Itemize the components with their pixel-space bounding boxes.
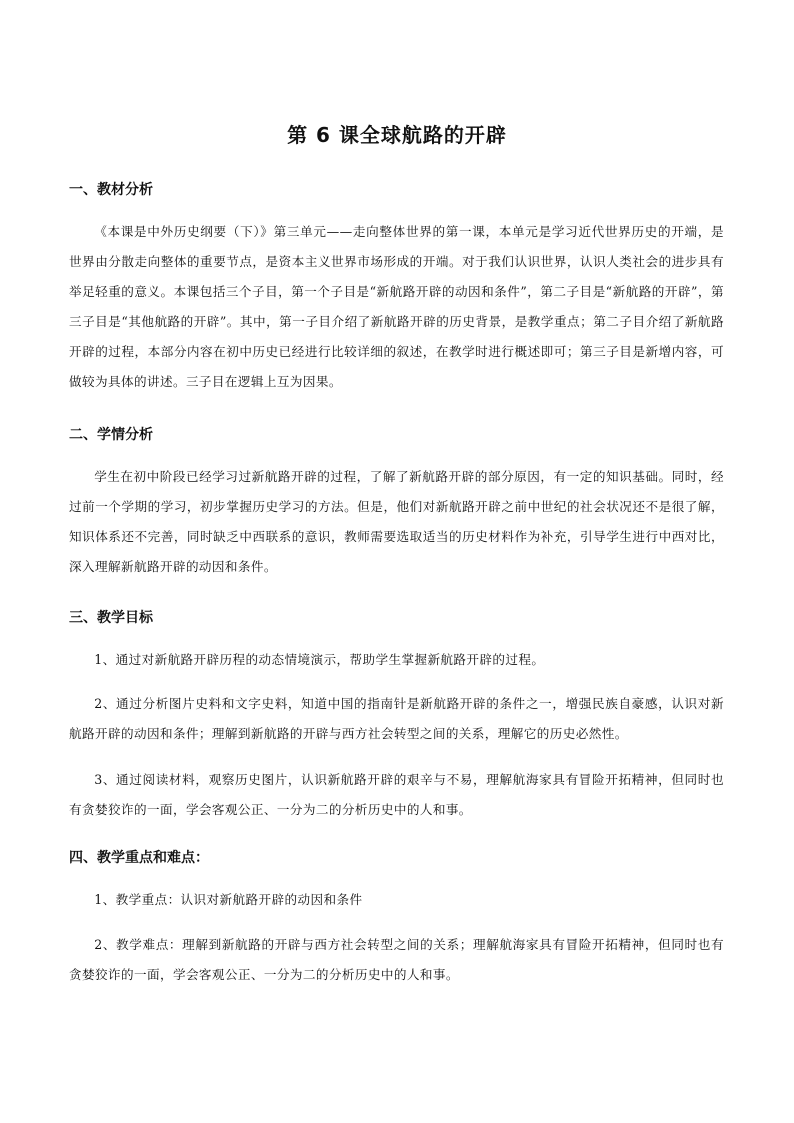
section-heading-textbook-analysis: 一、教材分析	[69, 182, 153, 198]
objective-item-1: 1、通过对新航路开辟历程的动态情境演示，帮助学生掌握新航路开辟的过程。	[94, 652, 545, 667]
paragraph-student-analysis: 学生在初中阶段已经学习过新航路开辟的过程，了解了新航路开辟的部分原因，有一定的知识基础。同时，经过前一个学期的学习，初步掌握历史学习的方法。但是，他们对新航路开辟之前中世纪的社会状况还不是很了解，知识体系还不完善，同时缺乏中西联系的意识，教师需要选取适当的历史材料作为补充，引导学生进行中西对比，深入理解新航路开辟的动因和条件。	[69, 469, 724, 574]
difficulty-item: 2、教学难点：理解到新航路的开辟与西方社会转型之间的关系；理解航海家具有冒险开拓精神，但同时也有贪婪狡诈的一面，学会客观公正、一分为二的分析历史中的人和事。	[69, 937, 724, 982]
page-title: 第 6 课全球航路的开辟	[287, 123, 507, 147]
section-heading-student-analysis: 二、学情分析	[69, 427, 153, 443]
paragraph-textbook-analysis: 《本课是中外历史纲要（下）》第三单元——走向整体世界的第一课，本单元是学习近代世界历史的开端，是世界由分散走向整体的重要节点，是资本主义世界市场形成的开端。对于我们认识世界，认识人类社会的进步具有举足轻重的意义。本课包括三个子目，第一个子目是“新航路开辟的动因和条件”，第二子目是“新航路的开辟”，第三子目是“其他航路的开辟”。其中，第一子目介绍了新航路开辟的历史背景，是教学重点；第二子目介绍了新航路开辟的过程，本部分内容在初中历史已经进行比较详细的叙述，在教学时进行概述即可；第三子目是新增内容，可做较为具体的讲述。三子目在逻辑上互为因果。	[69, 224, 724, 389]
key-point-item: 1、教学重点：认识对新航路开辟的动因和条件	[94, 892, 363, 907]
objective-item-3: 3、通过阅读材料，观察历史图片，认识新航路开辟的艰辛与不易，理解航海家具有冒险开拓精神，但同时也有贪婪狡诈的一面，学会客观公正、一分为二的分析历史中的人和事。	[69, 772, 724, 817]
section-heading-key-points: 四、教学重点和难点：	[69, 850, 209, 866]
section-heading-teaching-objectives: 三、教学目标	[69, 610, 153, 626]
objective-item-2: 2、通过分析图片史料和文字史料，知道中国的指南针是新航路开辟的条件之一，增强民族自豪感，认识对新航路开辟的动因和条件；理解到新航路的开辟与西方社会转型之间的关系，理解它的历史必然性。	[69, 696, 724, 741]
